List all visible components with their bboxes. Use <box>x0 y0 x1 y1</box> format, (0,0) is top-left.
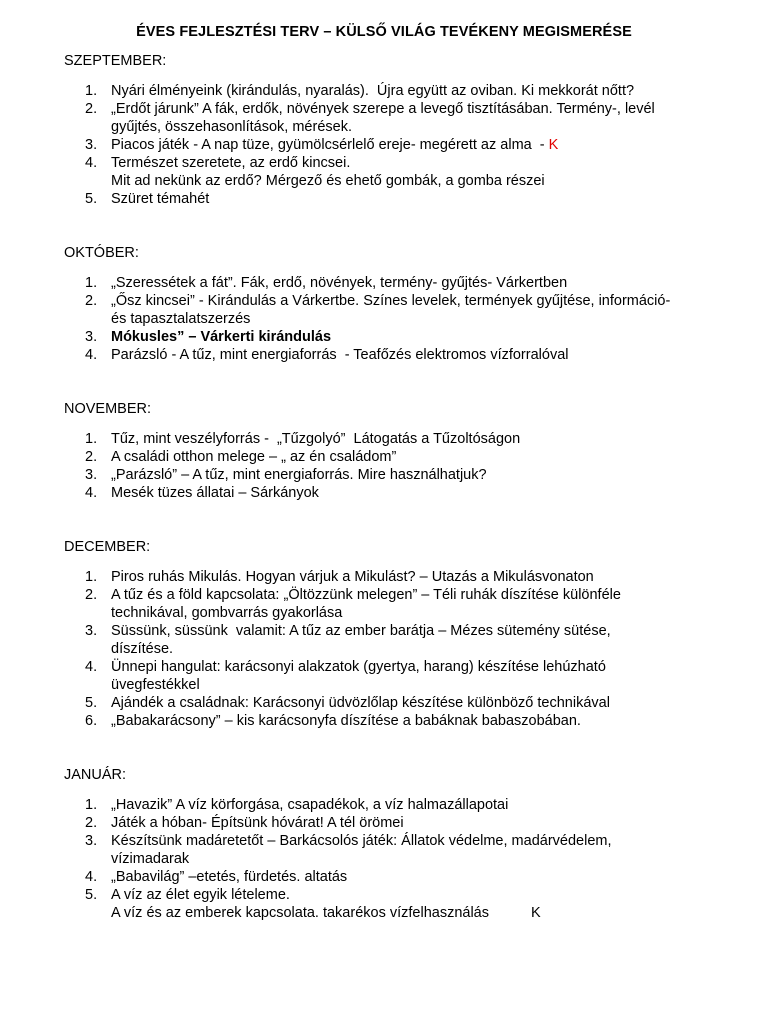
list-item-line: Mókusles” – Várkerti kirándulás <box>111 329 332 345</box>
list-item-text <box>111 796 508 814</box>
list-item-line: „Havazik” A víz körforgása, csapadékok, a víz halmazállapotai <box>111 797 509 813</box>
list-item-number: 4. <box>85 869 98 885</box>
list-item-line: Szüret témahét <box>111 191 210 207</box>
list-item-number: 3. <box>85 467 98 483</box>
list-item-line: Mesék tüzes állatai – Sárkányok <box>111 485 319 501</box>
list-item-number: 4. <box>85 659 98 675</box>
list-item-number: 6. <box>85 713 98 729</box>
month-heading: JANUÁR: <box>64 767 127 783</box>
list-item-text <box>111 868 347 886</box>
list-item-line: Tűz, mint veszélyforrás - „Tűzgolyó” Látogatás a Tűzoltóságon <box>111 431 521 447</box>
mark: K <box>531 905 541 921</box>
list-item-line: „Babakarácsony” – kis karácsonyfa díszítése a babáknak babaszobában. <box>111 713 581 729</box>
list-item <box>85 796 508 814</box>
list-item-text <box>111 190 209 208</box>
list-item-text <box>111 568 594 586</box>
list-item-text <box>111 658 606 694</box>
list-item-number: 5. <box>85 887 98 903</box>
list-item-text <box>111 466 487 484</box>
list-item <box>85 658 606 694</box>
list-item-text <box>111 832 612 868</box>
list-item-text <box>111 586 621 622</box>
list-item-number: 5. <box>85 191 98 207</box>
document-title: ÉVES FEJLESZTÉSI TERV – KÜLSŐ VILÁG TEVÉKENY MEGISMERÉSE <box>136 24 632 40</box>
list-item-line: Mit ad nekünk az erdő? Mérgező és ehető gombák, a gomba részei <box>111 173 545 189</box>
list-item <box>85 832 612 868</box>
list-item-line: „Parázsló” – A tűz, mint energiaforrás. Mire használhatjuk? <box>111 467 487 483</box>
list-item-number: 1. <box>85 83 98 99</box>
list-item-number: 1. <box>85 569 98 585</box>
list-item <box>85 190 209 208</box>
list-item-number: 1. <box>85 275 98 291</box>
list-item <box>85 814 404 832</box>
list-item-line: Természet szeretete, az erdő kincsei. <box>111 155 351 171</box>
list-item <box>85 154 545 190</box>
list-item-number: 4. <box>85 485 98 501</box>
list-item-number: 2. <box>85 449 98 465</box>
list-item-number: 3. <box>85 329 98 345</box>
list-item <box>85 136 558 154</box>
list-item <box>85 484 319 502</box>
list-item-number: 3. <box>85 623 98 639</box>
list-item-text <box>111 82 634 100</box>
list-item-line: Parázsló - A tűz, mint energiaforrás - Teafőzés elektromos vízforralóval <box>111 347 569 363</box>
list-item-text <box>111 292 670 328</box>
list-item-line: Játék a hóban- Építsünk hóvárat! A tél örömei <box>111 815 404 831</box>
list-item-number: 3. <box>85 833 98 849</box>
list-item-line: Piros ruhás Mikulás. Hogyan várjuk a Mikulást? – Utazás a Mikulásvonaton <box>111 569 594 585</box>
list-item <box>85 328 331 346</box>
list-item-text <box>111 346 568 364</box>
month-heading: NOVEMBER: <box>64 401 152 417</box>
list-item <box>85 622 611 658</box>
month-heading: OKTÓBER: <box>64 245 139 261</box>
list-item-text <box>111 328 331 346</box>
list-item-number: 3. <box>85 137 98 153</box>
list-item-line: Ajándék a családnak: Karácsonyi üdvözlőlap készítése különböző technikával <box>111 695 610 711</box>
list-item-line: „Szeressétek a fát”. Fák, erdő, növények, termény- gyűjtés- Várkertben <box>111 275 568 291</box>
list-item-line: A tűz és a föld kapcsolata: „Öltözzünk melegen” – Téli ruhák díszítése különféle <box>111 587 621 603</box>
list-item-line: gyűjtés, összehasonlítások, mérések. <box>111 119 352 135</box>
list-item-text <box>111 136 558 154</box>
list-item-line: és tapasztalatszerzés <box>111 311 251 327</box>
list-item-text <box>111 694 610 712</box>
list-item <box>85 712 581 730</box>
list-item-number: 2. <box>85 587 98 603</box>
list-item <box>85 868 347 886</box>
list-item-line: Készítsünk madáretetőt – Barkácsolós játék: Állatok védelme, madárvédelem, <box>111 833 612 849</box>
list-item-line: technikával, gombvarrás gyakorlása <box>111 605 343 621</box>
list-item-line: Nyári élményeink (kirándulás, nyaralás). Újra együtt az oviban. Ki mekkorát nőtt? <box>111 83 635 99</box>
list-item-text <box>111 886 541 922</box>
list-item-line: Ünnepi hangulat: karácsonyi alakzatok (gyertya, harang) készítése lehúzható <box>111 659 606 675</box>
list-item-number: 4. <box>85 155 98 171</box>
list-item-line: Süssünk, süssünk valamit: A tűz az ember barátja – Mézes sütemény sütése, <box>111 623 611 639</box>
list-item <box>85 568 594 586</box>
list-item-number: 4. <box>85 347 98 363</box>
list-item <box>85 82 634 100</box>
list-item-line: A víz és az emberek kapcsolata. takarékos vízfelhasználás <box>111 905 489 921</box>
list-item-number: 1. <box>85 797 98 813</box>
list-item-number: 5. <box>85 695 98 711</box>
list-item-text <box>111 448 396 466</box>
list-item-line: „Babavilág” –etetés, fürdetés. altatás <box>111 869 348 885</box>
list-item-number: 2. <box>85 101 98 117</box>
list-item-text <box>111 154 545 190</box>
list-item <box>85 274 567 292</box>
list-item-line: A víz az élet egyik lételeme. <box>111 887 290 903</box>
list-item <box>85 346 568 364</box>
list-item <box>85 448 396 466</box>
list-item <box>85 694 610 712</box>
list-item-line: Piacos játék - A nap tüze, gyümölcsérlelő ereje- megérett az alma - <box>111 137 549 153</box>
list-item-text <box>111 430 520 448</box>
list-item <box>85 466 487 484</box>
list-item-text <box>111 274 567 292</box>
list-item-line: vízimadarak <box>111 851 190 867</box>
month-heading: SZEPTEMBER: <box>64 53 167 69</box>
list-item-line: „Ősz kincsei” - Kirándulás a Várkertbe. Színes levelek, termények gyűjtése, információ- <box>111 293 671 309</box>
list-item <box>85 430 520 448</box>
list-item-text <box>111 622 611 658</box>
list-item-line: üvegfestékkel <box>111 677 200 693</box>
list-item-text <box>111 712 581 730</box>
list-item <box>85 586 621 622</box>
list-item-number: 2. <box>85 293 98 309</box>
list-item <box>85 886 541 922</box>
list-item-text <box>111 100 655 136</box>
month-heading: DECEMBER: <box>64 539 151 555</box>
list-item-line: A családi otthon melege – „ az én családom” <box>111 449 397 465</box>
list-item-number: 2. <box>85 815 98 831</box>
list-item <box>85 292 670 328</box>
list-item-number: 1. <box>85 431 98 447</box>
list-item-text <box>111 814 404 832</box>
list-item-line: díszítése. <box>111 641 174 657</box>
list-item <box>85 100 655 136</box>
list-item-text <box>111 484 319 502</box>
list-item-line: „Erdőt járunk” A fák, erdők, növények szerepe a levegő tisztításában. Termény-, levél <box>111 101 655 117</box>
red-mark: K <box>548 137 559 153</box>
